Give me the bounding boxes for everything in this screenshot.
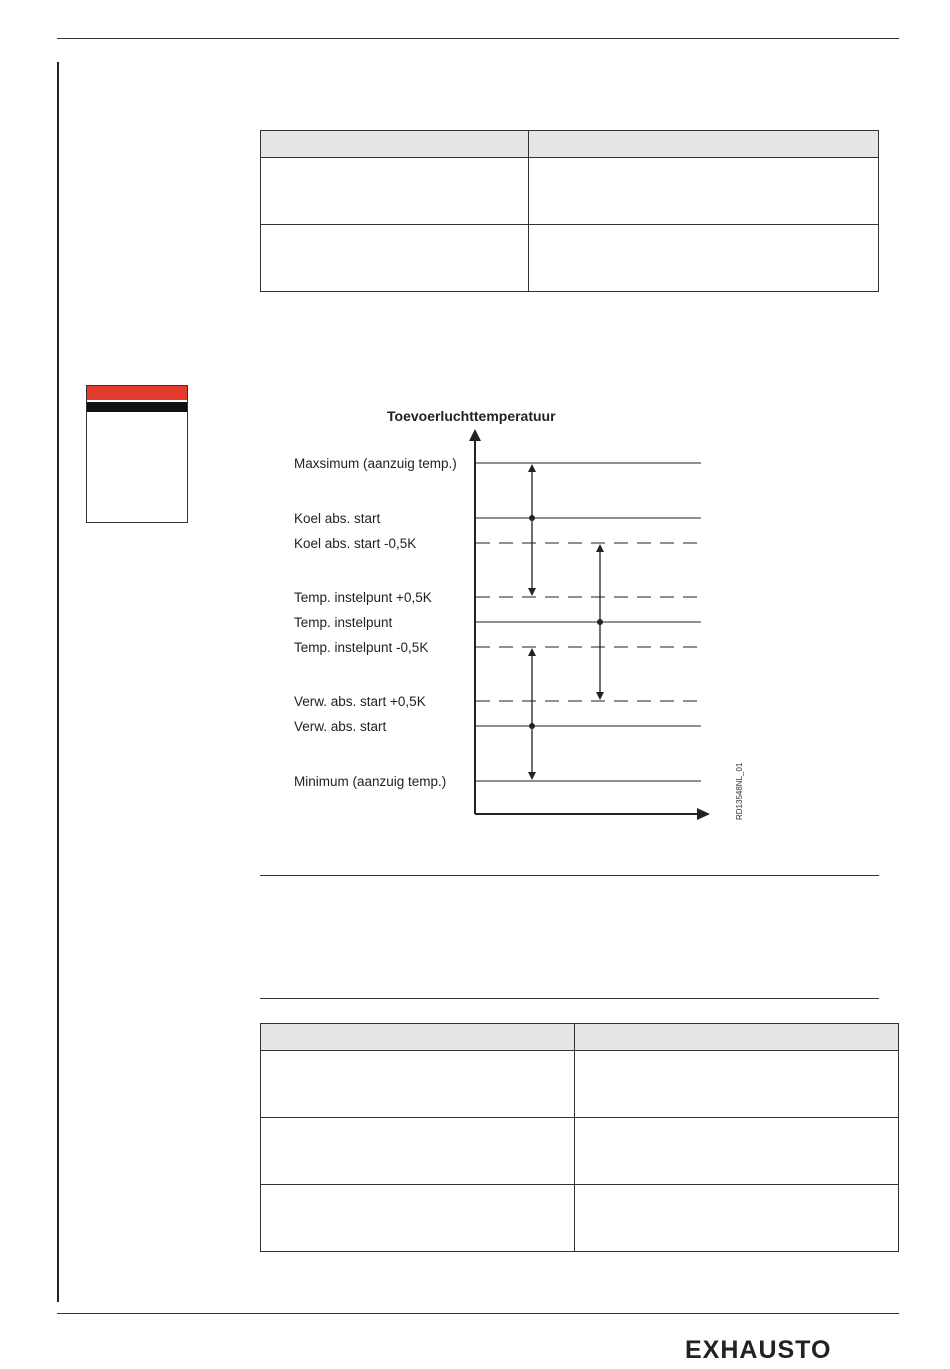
table-cell — [261, 1185, 575, 1252]
table-cell — [575, 1051, 899, 1118]
level-label: Verw. abs. start — [294, 719, 387, 734]
x-axis-arrow-icon — [697, 808, 710, 820]
cooling-range-dot — [529, 515, 535, 521]
y-axis-arrow-icon — [469, 429, 481, 441]
level-label: Temp. instelpunt — [294, 615, 393, 630]
bottom-table — [260, 1023, 899, 1252]
table-cell — [261, 1051, 575, 1118]
setpoint-range-dot — [597, 619, 603, 625]
table-cell — [575, 1118, 899, 1185]
level-label: Minimum (aanzuig temp.) — [294, 774, 447, 789]
level-label: Koel abs. start -0,5K — [294, 536, 417, 551]
bottom-table-header — [261, 1024, 899, 1051]
bottom-table-header-cell — [261, 1024, 575, 1051]
section-rule-bottom — [260, 998, 879, 999]
table-cell — [575, 1185, 899, 1252]
bottom-table-header-cell — [575, 1024, 899, 1051]
level-label: Verw. abs. start +0,5K — [294, 694, 426, 709]
footer-rule — [57, 1313, 899, 1314]
section-rule-top — [260, 875, 879, 876]
level-label: Koel abs. start — [294, 511, 381, 526]
table-cell — [261, 1118, 575, 1185]
table-row — [261, 1051, 899, 1118]
table-row — [261, 1185, 899, 1252]
brand-logo: EXHAUSTO — [685, 1336, 832, 1364]
diagram-title: Toevoerluchttemperatuur — [387, 408, 556, 424]
figure-code: RD13548NL_01 — [735, 762, 744, 820]
heating-range-dot — [529, 723, 535, 729]
level-label: Temp. instelpunt +0,5K — [294, 590, 432, 605]
table-row — [261, 1118, 899, 1185]
level-label: Maxsimum (aanzuig temp.) — [294, 456, 457, 471]
level-label: Temp. instelpunt -0,5K — [294, 640, 429, 655]
